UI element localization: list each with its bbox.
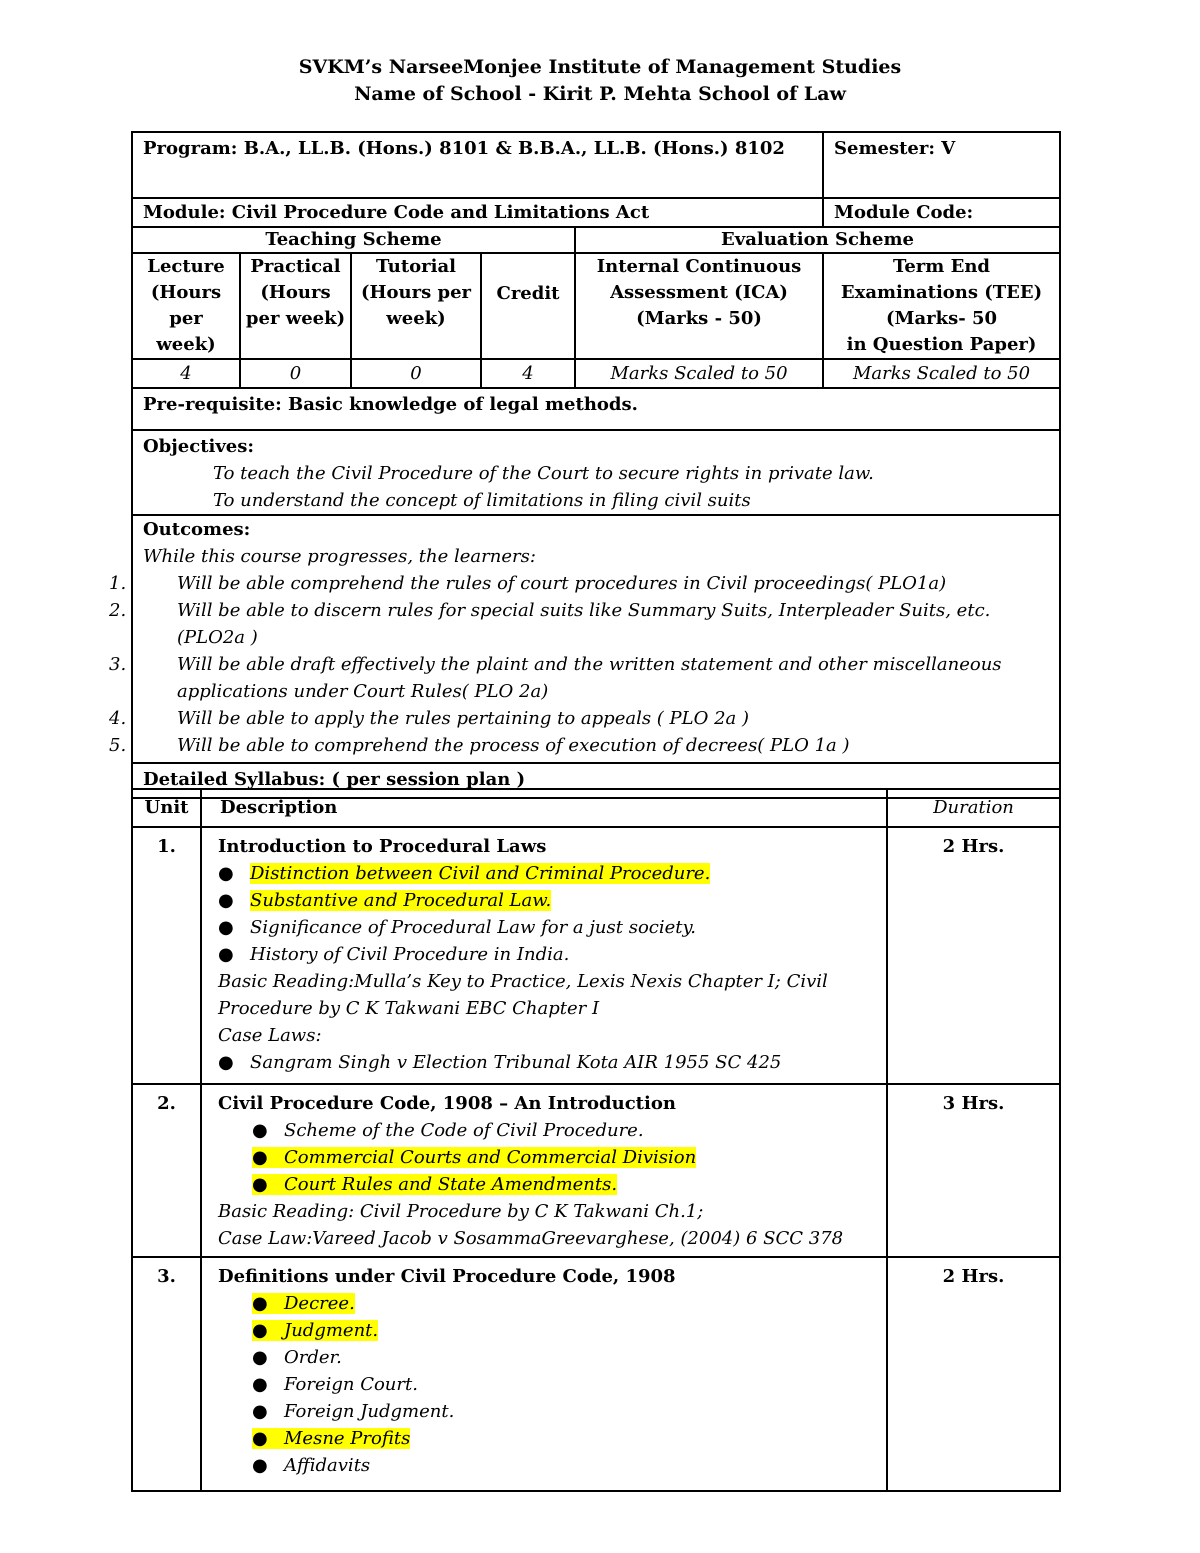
tutorial-value: 0 [351, 359, 481, 388]
bullet-item [218, 1344, 876, 1371]
bullet-text: Significance of Procedural Law for a just society. [250, 917, 697, 938]
practical-value: 0 [240, 359, 351, 388]
bullet-icon: ● [252, 1374, 268, 1395]
unit-description [201, 1257, 887, 1491]
tutorial-header: Tutorial (Hours per week) [351, 253, 481, 359]
bullet-item [218, 1117, 876, 1144]
outcome-item [109, 651, 1049, 705]
outcome-item [109, 597, 1049, 651]
bullet-icon: ● [252, 1120, 268, 1141]
syllabus-label: Detailed Syllabus: ( per session plan ) [132, 763, 1060, 798]
unit-duration: 3 Hrs. [887, 1084, 1060, 1257]
outcome-number: 3. [109, 654, 127, 675]
unit-number: 2. [132, 1084, 201, 1257]
bullet-item [218, 1371, 876, 1398]
program-cell: Program: B.A., LL.B. (Hons.) 8101 & B.B.A., LL.B. (Hons.) 8102 [132, 132, 823, 198]
case-law-line: Case Law:Vareed Jacob v SosammaGreevarghese, (2004) 6 SCC 378 [218, 1228, 844, 1249]
basic-reading: Basic Reading:Mulla’s Key to Practice, Lexis Nexis Chapter I; Civil Procedure by C K Takwani EBC Chapter I [218, 971, 828, 1019]
tee-line-3: (Marks- 50 [886, 308, 997, 329]
unit-duration: 2 Hrs. [887, 1257, 1060, 1491]
tee-line-4: in Question Paper) [846, 334, 1037, 355]
bullet-text: Commercial Courts and Commercial Division [284, 1147, 697, 1168]
bullet-text: Foreign Judgment. [284, 1401, 455, 1422]
outcome-item [109, 705, 1049, 732]
outcome-number: 1. [109, 573, 127, 594]
unit-header: Unit [132, 789, 201, 827]
bullet-text: Affidavits [284, 1455, 371, 1476]
bullet-text: Court Rules and State Amendments. [284, 1174, 618, 1195]
ica-line-1: Internal Continuous [596, 256, 802, 277]
bullet-icon: ● [252, 1293, 268, 1314]
bullet-text: Distinction between Civil and Criminal Procedure. [250, 863, 711, 884]
objectives-label: Objectives: [143, 436, 255, 457]
tee-value: Marks Scaled to 50 [823, 359, 1060, 388]
bullet-item [218, 1398, 876, 1425]
prerequisite-cell: Pre-requisite: Basic knowledge of legal methods. [132, 388, 1060, 430]
tee-header [823, 253, 1060, 359]
unit-duration: 2 Hrs. [887, 827, 1060, 1084]
outcome-text: Will be able to comprehend the process of execution of decrees( PLO 1a ) [177, 735, 850, 756]
bullet-icon: ● [218, 890, 234, 911]
outcome-text: Will be able to apply the rules pertaining to appeals ( PLO 2a ) [177, 708, 750, 729]
outcome-number: 5. [109, 735, 127, 756]
tee-line-1: Term End [893, 256, 990, 277]
ica-value: Marks Scaled to 50 [575, 359, 823, 388]
bullet-item [218, 1425, 876, 1452]
teaching-scheme-header: Teaching Scheme [132, 227, 575, 253]
credit-value: 4 [481, 359, 575, 388]
outcome-number: 4. [109, 708, 127, 729]
unit-number: 1. [132, 827, 201, 1084]
outcome-text: Will be able to discern rules for special suits like Summary Suits, Interpleader Suits, etc. (PLO2a ) [177, 600, 991, 648]
bullet-item [218, 887, 876, 914]
unit-description [201, 1084, 887, 1257]
bullet-icon: ● [252, 1174, 268, 1195]
module-code-cell: Module Code: [823, 198, 1060, 227]
institute-title: SVKM’s NarseeMonjee Institute of Management Studies [298, 56, 902, 78]
case-text: Sangram Singh v Election Tribunal Kota AIR 1955 SC 425 [250, 1052, 782, 1073]
bullet-icon: ● [252, 1320, 268, 1341]
objective-item: To teach the Civil Procedure of the Court to secure rights in private law. [213, 463, 874, 484]
bullet-icon: ● [218, 917, 234, 938]
outcome-item [109, 570, 1049, 597]
bullet-icon: ● [252, 1401, 268, 1422]
bullet-text: Mesne Profits [284, 1428, 411, 1449]
school-name: Name of School - Kirit P. Mehta School of Law [354, 83, 846, 105]
bullet-item [218, 941, 876, 968]
unit-title: Introduction to Procedural Laws [218, 836, 547, 857]
evaluation-scheme-header: Evaluation Scheme [575, 227, 1060, 253]
unit-title: Civil Procedure Code, 1908 – An Introduction [218, 1093, 676, 1114]
bullet-icon: ● [252, 1428, 268, 1449]
duration-header: Duration [887, 789, 1060, 827]
tee-line-2: Examinations (TEE) [840, 282, 1043, 303]
outcome-number: 2. [109, 600, 127, 621]
bullet-icon: ● [218, 1052, 234, 1073]
bullet-text: Foreign Court. [284, 1374, 418, 1395]
syllabus-table [131, 788, 1061, 1492]
bullet-text: Scheme of the Code of Civil Procedure. [284, 1120, 644, 1141]
bullet-icon: ● [218, 863, 234, 884]
objective-item: To understand the concept of limitations in filing civil suits [213, 490, 751, 511]
ica-line-2: Assessment (ICA) [610, 282, 788, 303]
bullet-item [218, 860, 876, 887]
bullet-text: History of Civil Procedure in India. [250, 944, 570, 965]
bullet-item [218, 1317, 876, 1344]
bullet-text: Judgment. [284, 1320, 379, 1341]
semester-cell: Semester: V [823, 132, 1060, 198]
bullet-item [218, 914, 876, 941]
outcome-text: Will be able comprehend the rules of court procedures in Civil proceedings( PLO1a) [177, 573, 947, 594]
bullet-item [218, 1171, 876, 1198]
bullet-item [218, 1452, 876, 1479]
lecture-header: Lecture (Hours per week) [132, 253, 240, 359]
outcome-item [109, 732, 1049, 759]
bullet-icon: ● [218, 944, 234, 965]
objectives-cell [132, 430, 1060, 515]
outcome-text: Will be able draft effectively the plaint and the written statement and other miscellaneous applications under Court Rules( PLO 2a) [177, 654, 1002, 702]
case-item [218, 1049, 876, 1076]
ica-header [575, 253, 823, 359]
outcomes-intro: While this course progresses, the learners: [143, 546, 536, 567]
ica-line-3: (Marks - 50) [636, 308, 762, 329]
module-cell: Module: Civil Procedure Code and Limitations Act [132, 198, 823, 227]
unit-title: Definitions under Civil Procedure Code, 1908 [218, 1266, 676, 1287]
course-info-table [109, 131, 1061, 799]
credit-header: Credit [481, 253, 575, 359]
lecture-value: 4 [132, 359, 240, 388]
bullet-icon: ● [252, 1455, 268, 1476]
unit-number: 3. [132, 1257, 201, 1491]
case-laws-label: Case Laws: [218, 1025, 322, 1046]
basic-reading: Basic Reading: Civil Procedure by C K Takwani Ch.1; [218, 1201, 704, 1222]
outcomes-label: Outcomes: [143, 519, 251, 540]
bullet-text: Order. [284, 1347, 342, 1368]
bullet-item [218, 1144, 876, 1171]
unit-description [201, 827, 887, 1084]
description-header: Description [201, 789, 887, 827]
bullet-item [218, 1290, 876, 1317]
practical-header: Practical (Hours per week) [240, 253, 351, 359]
bullet-text: Decree. [284, 1293, 355, 1314]
bullet-icon: ● [252, 1147, 268, 1168]
bullet-text: Substantive and Procedural Law. [250, 890, 552, 911]
bullet-icon: ● [252, 1347, 268, 1368]
outcomes-cell [109, 515, 1060, 763]
